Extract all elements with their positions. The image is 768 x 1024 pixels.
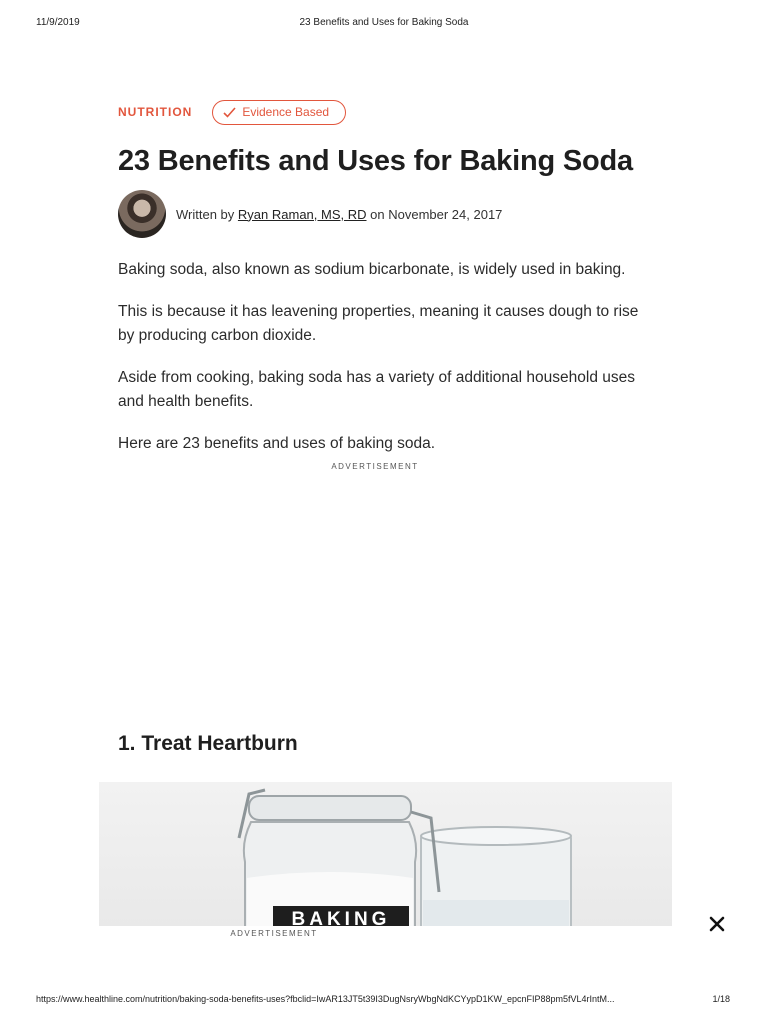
article-tags	[118, 98, 658, 126]
sticky-ad-label: ADVERTISEMENT	[230, 929, 318, 938]
page-number: 1/18	[712, 994, 730, 1004]
category-link[interactable]: NUTRITION	[118, 105, 193, 119]
byline	[118, 190, 658, 238]
page-url: https://www.healthline.com/nutrition/baking-soda-benefits-uses?fbclid=IwAR13JT5t39I3DugNsryWbgNdKCYypD1KW_epcnFIP88pm5fVL4rIntM...	[36, 994, 615, 1004]
print-header	[36, 17, 732, 31]
baking-soda-jar-illustration	[99, 782, 672, 926]
advertisement-label: ADVERTISEMENT	[331, 462, 419, 471]
evidence-based-label: Evidence Based	[242, 105, 330, 119]
jar-label-text: BAKING	[291, 909, 391, 926]
print-footer	[36, 994, 732, 1008]
byline-prefix: Written by	[176, 206, 235, 222]
article	[118, 98, 658, 474]
author-link[interactable]: Ryan Raman, MS, RD	[237, 206, 367, 222]
page-title: 23 Benefits and Uses for Baking Soda	[118, 145, 633, 177]
byline-date-prefix: on	[370, 206, 385, 222]
paragraph: This is because it has leavening properties, meaning it causes dough to rise by producing carbon dioxide.	[118, 303, 639, 344]
evidence-based-badge[interactable]	[212, 100, 346, 125]
article-image	[99, 782, 672, 926]
print-date: 11/9/2019	[36, 17, 80, 28]
paragraph: Baking soda, also known as sodium bicarbonate, is widely used in baking.	[118, 261, 626, 278]
paragraph: Aside from cooking, baking soda has a variety of additional household uses and health benefits.	[118, 369, 635, 410]
close-ad-button[interactable]	[708, 915, 726, 933]
article-intro	[118, 258, 658, 456]
publish-date: November 24, 2017	[388, 206, 503, 222]
section-heading: 1. Treat Heartburn	[118, 732, 298, 755]
close-icon	[708, 915, 726, 933]
print-title: 23 Benefits and Uses for Baking Soda	[299, 17, 469, 28]
paragraph: Here are 23 benefits and uses of baking soda.	[118, 435, 436, 452]
byline-text	[176, 207, 502, 222]
author-avatar[interactable]	[118, 190, 166, 238]
checkmark-icon	[223, 107, 236, 118]
